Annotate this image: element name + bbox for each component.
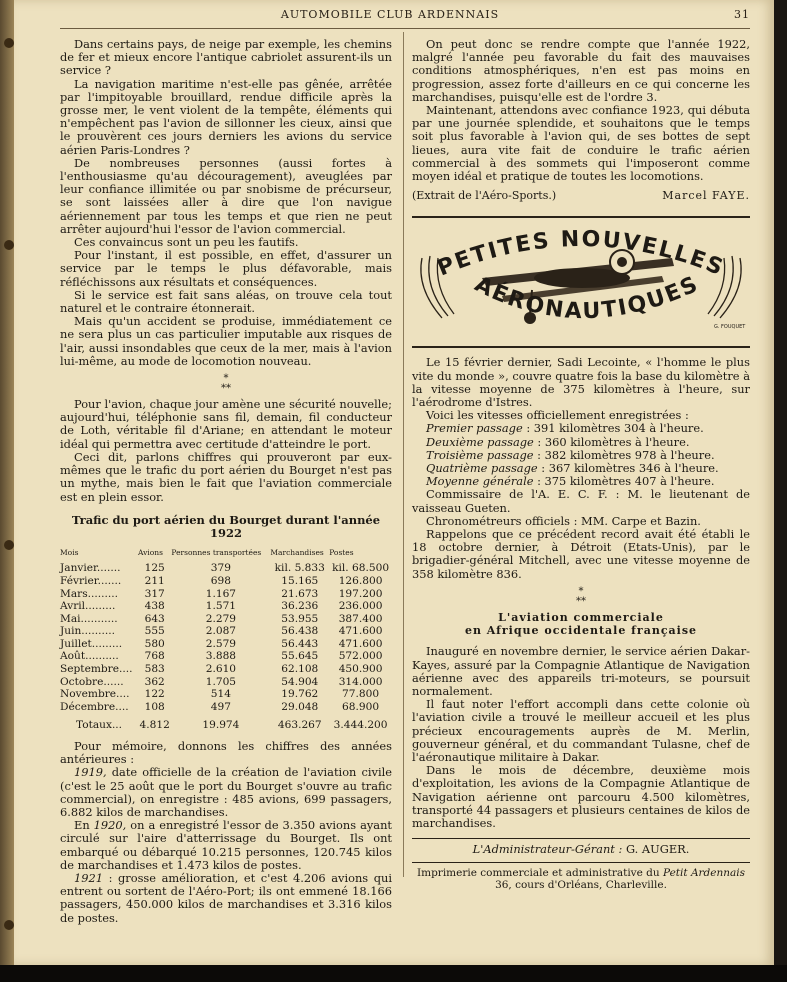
table-cell: 122 xyxy=(144,688,165,701)
speed-label: Premier passage xyxy=(426,421,523,436)
section-asterism: * ** xyxy=(221,373,231,395)
table-cell: 2.610 xyxy=(205,663,237,676)
speed-value: : 375 kilomètres 407 à l'heure. xyxy=(533,474,715,489)
table-cell: 314.000 xyxy=(338,675,383,688)
speed-label: Troisième passage xyxy=(426,447,534,462)
table-cell: 555 xyxy=(144,625,165,638)
table-cell: 3.888 xyxy=(205,650,237,663)
table-cell: 15.165 xyxy=(281,574,319,587)
section-asterism: * ** xyxy=(576,585,586,607)
year: 1919, xyxy=(74,765,107,780)
table-row xyxy=(60,650,392,663)
binder-ring xyxy=(4,920,14,930)
table-cell: 572.000 xyxy=(338,650,383,663)
table-cell: 55.645 xyxy=(281,650,319,663)
table-cell: Totaux... xyxy=(75,719,123,732)
table-cell: Octobre...... xyxy=(60,675,124,688)
text: En xyxy=(74,818,94,833)
paragraph: Ceci dit, parlons chiffres qui prouveront par eux-mêmes que le trafic du port aérien du Bourget n'est pas un mythe, mais bien le fait que l'aviation commerciale est en plein essor. xyxy=(60,449,392,504)
table-cell: 2.087 xyxy=(205,625,237,638)
biplane-illustration xyxy=(412,218,750,342)
table-row xyxy=(60,562,392,575)
paragraph: Il faut noter l'effort accompli dans cette colonie où l'aviation civile a trouvé le meilleur accueil et les plus précieux encouragements auprès de M. Merlin, gouverneur général, et du commandant Tulasne, chef de l'aéronautique militaire à Dakar. xyxy=(412,697,750,764)
table-cell: 4.812 xyxy=(139,719,170,732)
running-header xyxy=(30,8,750,26)
table-cell: Février....... xyxy=(60,574,122,587)
table-cell: 21.673 xyxy=(281,587,319,600)
column-header: Avions xyxy=(138,548,163,558)
table-cell: 197.200 xyxy=(338,587,383,600)
table-cell: 68.900 xyxy=(342,700,380,713)
binder-ring xyxy=(4,38,14,48)
table-cell: 450.900 xyxy=(338,663,383,676)
table-cell: 1.705 xyxy=(205,675,237,688)
column-header: Postes xyxy=(329,548,354,558)
right-column xyxy=(412,38,750,891)
table-cell: Août.......... xyxy=(60,650,119,663)
text: on a enregistré l'essor de 3.350 avions ayant circulé sur l'aire d'atterrissage du Bourget. Ils ont embarqué ou débarqué 10.215 personnes, 120.745 kilos de marchandises et 1.473 kilos de postes. xyxy=(60,818,392,872)
table-header-row xyxy=(60,546,392,562)
table-cell: 236.000 xyxy=(338,600,383,613)
table-cell: kil. 5.833 xyxy=(274,562,325,575)
speed-value: : 360 kilomètres à l'heure. xyxy=(533,434,690,449)
table-row xyxy=(60,625,392,638)
table-cell: kil. 68.500 xyxy=(332,562,390,575)
paragraph xyxy=(60,766,392,819)
table-cell: 211 xyxy=(144,574,165,587)
section-subtitle: en Afrique occidentale française xyxy=(464,624,698,638)
section-title: L'aviation commerciale xyxy=(498,610,664,624)
banner-title-top: PETITES NOUVELLES xyxy=(434,227,728,282)
paragraph: Pour l'instant, il est possible, en effet, d'assurer un service par le temps le plus défavorable, mais réfléchissons aux résultats et conséquences. xyxy=(60,248,392,289)
paragraph: La navigation maritime n'est-elle pas gênée, arrêtée par l'impitoyable brouillard, rendue difficile après la grosse mer, le vent violent de la tempête, éléments qui n'empêchent pas l'avion de sillonner les cieux, ainsi que le prouvèrent ces jours derniers les avions du service aérien Paris-Londres ? xyxy=(60,76,392,157)
journal-title: AUTOMOBILE CLUB ARDENNAIS xyxy=(280,8,500,21)
banner-title-bottom: AÉRONAUTIQUES xyxy=(470,271,704,325)
paragraph: Mais qu'un accident se produise, immédiatement ce ne sera plus un cas particulier imputable aux risques de l'air, aussi insondables que ceux de la mer, mais à l'avion lui-même, au mode de locomotion nouveau. xyxy=(60,314,392,368)
speed-value: : 382 kilomètres 978 à l'heure. xyxy=(533,447,715,462)
imprint-line: 36, cours d'Orléans, Charleville. xyxy=(495,879,667,892)
column-divider xyxy=(403,32,404,877)
printer-imprint xyxy=(412,862,750,891)
paragraph: De nombreuses personnes (aussi fortes à l'enthousiasme qu'au découragement), aveuglées par leur confiance illimitée ou par snobisme de précurseur, se sont laissées aller à dire que l'on navigue aériennement par tous les temps et que rien ne peut arrêter aujourd'hui l'essor de l'avion commercial. xyxy=(60,155,392,236)
table-cell: 56.438 xyxy=(281,625,319,638)
text: : grosse amélioration, et c'est 4.206 avions qui entrent ou sortent de l'Aéro-Port; ils ont emmené 18.166 passagers, 450.000 kilos de marchandises et 3.316 kilos de postes. xyxy=(60,871,392,925)
table-cell: 463.267 xyxy=(277,719,322,732)
header-rule xyxy=(60,28,750,29)
table-cell: 3.444.200 xyxy=(333,719,388,732)
table-cell: 2.279 xyxy=(205,612,237,625)
table-cell: Décembre.... xyxy=(60,700,129,713)
table-cell: 77.800 xyxy=(342,688,380,701)
paragraph: Le 15 février dernier, Sadi Lecointe, « l'homme le plus vite du monde », couvre quatre fois la base du kilomètre à la vitesse moyenne de 375 kilomètres à l'heure, sur l'aérodrome d'Istres. xyxy=(412,355,750,410)
table-cell: 19.762 xyxy=(281,688,319,701)
table-cell: 497 xyxy=(210,700,231,713)
table-row xyxy=(60,613,392,626)
paragraph: Commissaire de l'A. E. C. F. : M. le lieutenant de vaisseau Gueten. xyxy=(412,487,750,515)
table-cell: 317 xyxy=(144,587,165,600)
paragraph: Voici les vitesses officiellement enregistrées : xyxy=(426,408,689,423)
paragraph xyxy=(60,872,392,925)
column-header: Mois xyxy=(60,548,79,558)
binder-ring xyxy=(4,540,14,550)
paragraph: Maintenant, attendons avec confiance 1923, qui débuta par une journée splendide, et souhaitons que le temps soit plus favorable à l'avion qui, de ses bottes de sept lieues, aura vite fait de conduire le trafic aérien commercial à des sommets qui l'imposeront comme moyen idéal et pratique de toutes les locomotions. xyxy=(412,103,750,184)
table-cell: Juillet......... xyxy=(60,637,123,650)
table-cell: 19.974 xyxy=(202,719,240,732)
table-cell: Mai........... xyxy=(60,612,118,625)
speed-list xyxy=(412,422,750,488)
text: Imprimerie commerciale et administrative du xyxy=(416,867,663,880)
table-cell: 471.600 xyxy=(338,637,383,650)
speed-value: : 367 kilomètres 346 à l'heure. xyxy=(537,461,719,476)
table-cell: Janvier....... xyxy=(60,562,121,575)
speed-label: Moyenne générale xyxy=(426,474,534,489)
table-cell: 471.600 xyxy=(338,625,383,638)
table-cell: 62.108 xyxy=(281,663,319,676)
binder-spine xyxy=(0,0,14,965)
imprint-line xyxy=(412,867,750,879)
table-row xyxy=(60,575,392,588)
table-row xyxy=(60,676,392,689)
section-banner xyxy=(412,216,750,348)
table-cell: 583 xyxy=(144,663,165,676)
table-cell: 29.048 xyxy=(281,700,319,713)
table-row xyxy=(60,588,392,601)
table-cell: 387.400 xyxy=(338,612,383,625)
traffic-table xyxy=(60,546,392,732)
paragraph: Si le service est fait sans aléas, on trouve cela tout naturel et le contraire étonnerait. xyxy=(60,287,392,316)
table-cell: Septembre.... xyxy=(60,663,133,676)
paragraph: Rappelons que ce précédent record avait été établi le 18 octobre dernier, à Détroit (Etats-Unis), par le brigadier-général Mitchell, avec une vitesse moyenne de 358 kilomètre 836. xyxy=(412,527,750,581)
left-column xyxy=(60,38,392,925)
newspaper-name: Petit Ardennais xyxy=(663,867,746,880)
table-cell: 54.904 xyxy=(281,675,319,688)
table-cell: Juin.......... xyxy=(60,625,115,638)
table-cell: 438 xyxy=(144,600,165,613)
scan-border xyxy=(0,965,787,982)
column-header: Marchandises xyxy=(270,548,324,558)
speed-label: Deuxième passage xyxy=(426,434,534,449)
table-cell: 2.579 xyxy=(205,637,237,650)
paragraph xyxy=(60,819,392,872)
speed-value: : 391 kilomètres 304 à l'heure. xyxy=(522,421,704,436)
table-row xyxy=(60,600,392,613)
table-cell: Mars......... xyxy=(60,587,118,600)
table-cell: 108 xyxy=(144,700,165,713)
table-cell: 362 xyxy=(144,675,165,688)
artist-signature: G. FOUQUET xyxy=(714,324,746,331)
text: date officielle de la création de l'aviation civile (c'est le 25 août que le port du Bourget s'ouvre au trafic commercial), on enregistre : 485 avions, 699 passagers, 6.882 kilos de marchandises. xyxy=(60,765,392,820)
paragraph: Chronométreurs officiels : MM. Carpe et Bazin. xyxy=(426,513,701,528)
binder-ring xyxy=(4,240,14,250)
table-title: Trafic du port aérien du Bourget durant l'année 1922 xyxy=(71,512,381,540)
table-row xyxy=(60,638,392,651)
table-cell: 580 xyxy=(144,637,165,650)
table-row xyxy=(60,663,392,676)
paragraph: Dans le mois de décembre, deuxième mois d'exploitation, les avions de la Compagnie Atlantique de Navigation aérienne ont parcouru 4.500 kilomètres, transporté 44 passagers et plusieurs centaines de kilos de marchandises. xyxy=(412,763,750,830)
paragraph: Inauguré en novembre dernier, le service aérien Dakar-Kayes, assuré par la Compagnie Atlantique de Navigation aérienne avec des appareils tri-moteurs, se poursuit normalement. xyxy=(412,644,750,698)
manager-signature xyxy=(412,838,750,856)
year: 1920, xyxy=(93,818,127,833)
paragraph: Pour l'avion, chaque jour amène une sécurité nouvelle; aujourd'hui, téléphonie sans fil, demain, fil conducteur de Loth, véritable fil d'Ariane; en attendant le moteur idéal qui permettra avec certitude d'atteindre le port. xyxy=(60,397,392,451)
author-name: Marcel FAYE. xyxy=(662,189,750,203)
source-line xyxy=(412,189,750,202)
table-totals-row xyxy=(60,713,392,732)
table-row xyxy=(60,688,392,701)
year: 1921 xyxy=(74,871,103,886)
table-cell: 379 xyxy=(210,562,231,575)
paragraph: Pour mémoire, donnons les chiffres des années antérieures : xyxy=(60,739,392,767)
source-credit: (Extrait de l'Aéro-Sports.) xyxy=(412,189,557,203)
page-number: 31 xyxy=(734,8,750,21)
paragraph: Ces convaincus sont un peu les fautifs. xyxy=(74,235,299,250)
table-row xyxy=(60,701,392,714)
table-cell: 768 xyxy=(144,650,165,663)
table-cell: 643 xyxy=(144,612,165,625)
table-cell: Avril......... xyxy=(60,600,116,613)
table-cell: 514 xyxy=(210,688,231,701)
speed-label: Quatrième passage xyxy=(426,461,538,476)
table-cell: 1.571 xyxy=(205,600,237,613)
table-cell: 56.443 xyxy=(281,637,319,650)
paragraph: Dans certains pays, de neige par exemple, les chemins de fer et mieux encore l'antique cabriolet assurent-ils un service ? xyxy=(60,37,392,78)
table-cell: 126.800 xyxy=(338,574,383,587)
paragraph: On peut donc se rendre compte que l'année 1922, malgré l'année peu favorable du fait des mauvaises conditions atmosphériques, n'en est pas moins en progression, assez forte d'ailleurs en ce qui concerne les marchandises, puisqu'elle est de l'ordre 3. xyxy=(412,37,750,104)
table-cell: 698 xyxy=(210,574,231,587)
signature-label: L'Administrateur-Gérant : xyxy=(472,842,626,857)
table-cell: 1.167 xyxy=(205,587,237,600)
table-cell: 125 xyxy=(144,562,165,575)
table-cell: 36.236 xyxy=(281,600,319,613)
column-header: Personnes transportées xyxy=(171,548,262,558)
table-cell: Novembre.... xyxy=(60,688,130,701)
signature-name: G. AUGER. xyxy=(625,842,690,857)
table-cell: 53.955 xyxy=(281,612,319,625)
